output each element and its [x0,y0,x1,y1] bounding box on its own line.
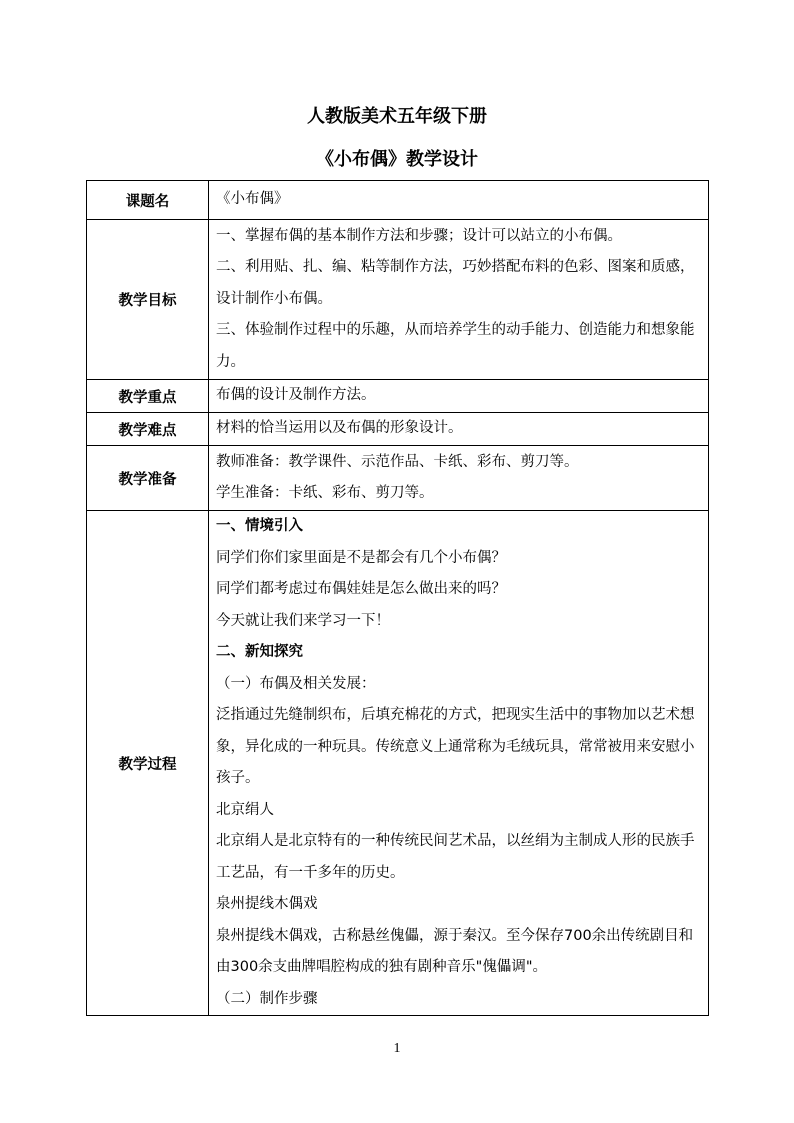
prep-teacher: 教师准备：教学课件、示范作品、卡纸、彩布、剪刀等。 [216,453,579,470]
value-difficulties: 材料的恰当运用以及布偶的形象设计。 [209,413,709,446]
intro-line-2: 同学们都考虑过布偶娃娃是怎么做出来的吗？ [216,581,506,597]
intro-line-3: 今天就让我们来学习一下！ [216,612,390,629]
label-key-points: 教学重点 [87,380,209,413]
prep-student: 学生准备：卡纸、彩布、剪刀等。 [216,485,434,501]
sub2-heading: （二）制作步骤 [216,990,318,1007]
value-key-points: 布偶的设计及制作方法。 [209,380,709,413]
value-preparation [209,446,709,511]
beijing-heading: 北京绢人 [216,801,274,818]
quanzhou-heading: 泉州提线木偶戏 [216,896,318,912]
document-title: 人教版美术五年级下册 [307,106,487,127]
label-preparation: 教学准备 [87,446,209,511]
intro-line-1: 同学们你们家里面是不是都会有几个小布偶？ [216,549,506,566]
value-goals [209,220,709,380]
value-topic: 《小布偶》 [209,181,709,220]
table-row-difficulties [87,413,709,446]
goal-3: 三、体验制作过程中的乐趣，从而培养学生的动手能力、创造能力和想象能力。 [216,322,695,370]
label-goals: 教学目标 [87,220,209,380]
table-row-goals [87,220,709,380]
sub1-paragraph: 泛指通过先缝制织布，后填充棉花的方式，把现实生活中的事物加以艺术想象，异化成的一种玩具。传统意义上通常称为毛绒玩具，常常被用来安慰小孩子。 [216,707,695,786]
quanzhou-paragraph: 泉州提线木偶戏，古称悬丝傀儡，源于秦汉。至今保存700余出传统剧目和由300余支曲牌唱腔构成的独有剧种音乐"傀儡调"。 [216,927,694,975]
section2-heading: 二、新知探究 [216,644,303,660]
goal-1: 一、掌握布偶的基本制作方法和步骤；设计可以站立的小布偶。 [216,227,622,244]
lesson-plan-table [86,180,709,1016]
label-topic: 课题名 [87,181,209,220]
table-row-key-points [87,380,709,413]
document-subtitle: 《小布偶》教学设计 [316,149,478,170]
table-row-process [87,511,709,1016]
sub1-heading: （一）布偶及相关发展： [216,675,376,692]
section1-heading: 一、情境引入 [216,518,303,534]
beijing-paragraph: 北京绢人是北京特有的一种传统民间艺术品，以丝绢为主制成人形的民族手工艺品，有一千多年的历史。 [216,833,695,881]
goal-2: 二、利用贴、扎、编、粘等制作方法，巧妙搭配布料的色彩、图案和质感，设计制作小布偶。 [216,259,695,307]
page-number: 1 [393,1041,401,1056]
label-difficulties: 教学难点 [87,413,209,446]
label-process: 教学过程 [87,511,209,1016]
table-row-topic [87,181,709,220]
table-row-preparation [87,446,709,511]
value-process [209,511,709,1016]
